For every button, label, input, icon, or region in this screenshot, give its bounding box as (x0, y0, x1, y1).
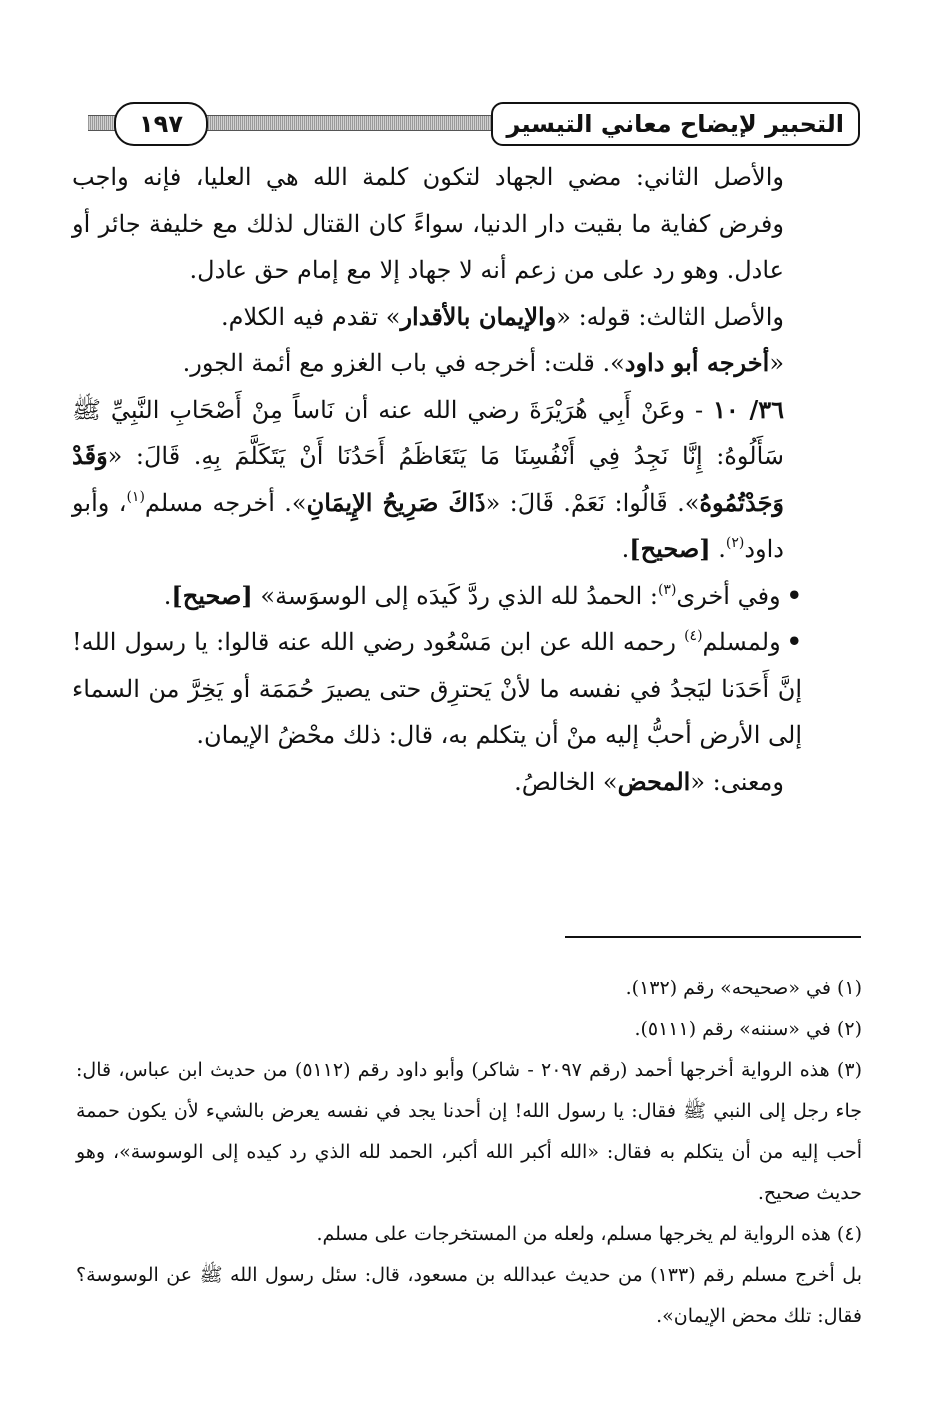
footnotes (76, 968, 862, 1337)
bullet-icon: • (786, 627, 802, 656)
quoted-term: أخرجه أبو داود (624, 348, 770, 377)
footnote-ref-3[interactable]: (٣) (657, 581, 677, 598)
paragraph-text: والأصل الثاني: مضي الجهاد لتكون كلمة الله هي العليا، فإنه واجب وفرض كفاية ما بقيت دار الدنيا، سواءً كان القتال لذلك مع خليفة جائر أو عادل. وهو رد على من زعم أنه لا جهاد إلا مع إمام حق عادل. (72, 163, 784, 284)
bullet-muslim-narration (72, 619, 864, 759)
hadith-text: . (710, 535, 726, 563)
text-run: » الخالصُ. (514, 767, 618, 796)
paragraph-third-principle (72, 294, 864, 341)
footnote-ref-1[interactable]: (١) (126, 488, 145, 505)
text-run: « (769, 349, 784, 377)
hadith-text: - وعَنْ أَبِي هُرَيْرَةَ رضي الله عنه أن نَاساً مِنْ أَصْحَابِ النَّبِيِّ ﷺ سَأَلُوهُ: إِنَّا نَجِدُ فِي أَنْفُسِنَا مَا يَتَعَاظَمُ أَحَدُنَا أَنْ يَتَكَلَّمَ بِهِ. قَالَ: « (72, 395, 784, 470)
hadith-36 (72, 387, 864, 573)
text-run: رحمه الله عن ابن مَسْعُود رضي الله عنه قالوا: يا رسول الله! إنَّ أَحَدَنا ليَجدُ في نفسه ما لأنْ يَحترِق حتى يصيرَ حُمَمَة أو يَخِرَّ من السماء إلى الأرض أحبُّ إليه منْ أن يتكلم به، قال: ذلك محْضُ الإيمان. (72, 628, 802, 749)
running-header (88, 100, 860, 150)
footnote-2: (٢) في «سننه» رقم (٥١١١). (634, 1018, 862, 1040)
hadith-text: ». قَالُوا: نَعَمْ. قَالَ: « (485, 488, 700, 517)
text-run: » تقدم فيه الكلام. (220, 302, 401, 331)
hadith-quote: وَقَدْ وَجَدْتُمُوهُ (72, 441, 784, 517)
text-run: والأصل الثالث: قوله: « (556, 302, 784, 331)
footnote-1: (١) في «صحيحه» رقم (١٣٢). (625, 977, 862, 999)
footnote-4: (٤) هذه الرواية لم يخرجها مسلم، ولعله من المستخرجات على مسلم. (316, 1223, 862, 1245)
book-title: التحبير لإيضاح معاني التيسير (491, 102, 860, 146)
footnote-ref-2[interactable]: (٢) (725, 535, 745, 551)
quoted-term: المحض (617, 766, 691, 796)
hadith-number: ٣٦/ ١٠ (713, 394, 784, 424)
main-text (72, 154, 864, 805)
paragraph-abu-dawud-note (72, 340, 864, 387)
paragraph-second-principle (72, 154, 864, 294)
hadith-text: ، وأبو داود (72, 488, 784, 563)
footnote-separator (565, 936, 861, 938)
paragraph-meaning (72, 759, 864, 806)
bullet-icon: • (786, 580, 802, 610)
hadith-text: ». أخرجه مسلم (144, 488, 307, 517)
hadith-text: . (621, 535, 630, 563)
text-run: ولمسلم (702, 628, 781, 656)
text-run: ومعنى: « (690, 767, 784, 796)
hadith-quote: ذَاكَ صَرِيحُ الإِيمَانِ (306, 487, 486, 517)
text-run: . (163, 581, 172, 610)
grade-label: [صحيح] (171, 580, 253, 610)
page-number: ١٩٧ (114, 102, 208, 146)
bullet-other-narration (72, 573, 864, 620)
quoted-term: والإيمان بالأقدار (400, 301, 557, 331)
footnote-4-continued: بل أخرج مسلم رقم (١٣٣) من حديث عبدالله بن مسعود، قال: سئل رسول الله ﷺ عن الوسوسة؟ فقال: تلك محض الإيمان». (76, 1264, 862, 1327)
grade-label: [صحيح] (629, 534, 711, 563)
text-run: وفي أخرى (676, 581, 781, 610)
text-run: : الحمدُ لله الذي ردَّ كَيدَه إلى الوسوَسة» (252, 581, 658, 610)
text-run: ». قلت: أخرجه في باب الغزو مع أئمة الجور. (182, 349, 625, 377)
footnote-3: (٣) هذه الرواية أخرجها أحمد (رقم ٢٠٩٧ - شاكر) وأبو داود رقم (٥١١٢) من حديث ابن عباس، قال: جاء رجل إلى النبي ﷺ فقال: يا رسول الله! إن أحدنا يجد في نفسه يعرض بالشيء لأن يكون حممة أحب إليه من أن يتكلم به فقال: «الله أكبر الله أكبر، الحمد لله الذي رد كيده إلى الوسوسة»، وهو حديث صحيح. (76, 1059, 862, 1204)
footnote-ref-4[interactable]: (٤) (684, 628, 703, 644)
